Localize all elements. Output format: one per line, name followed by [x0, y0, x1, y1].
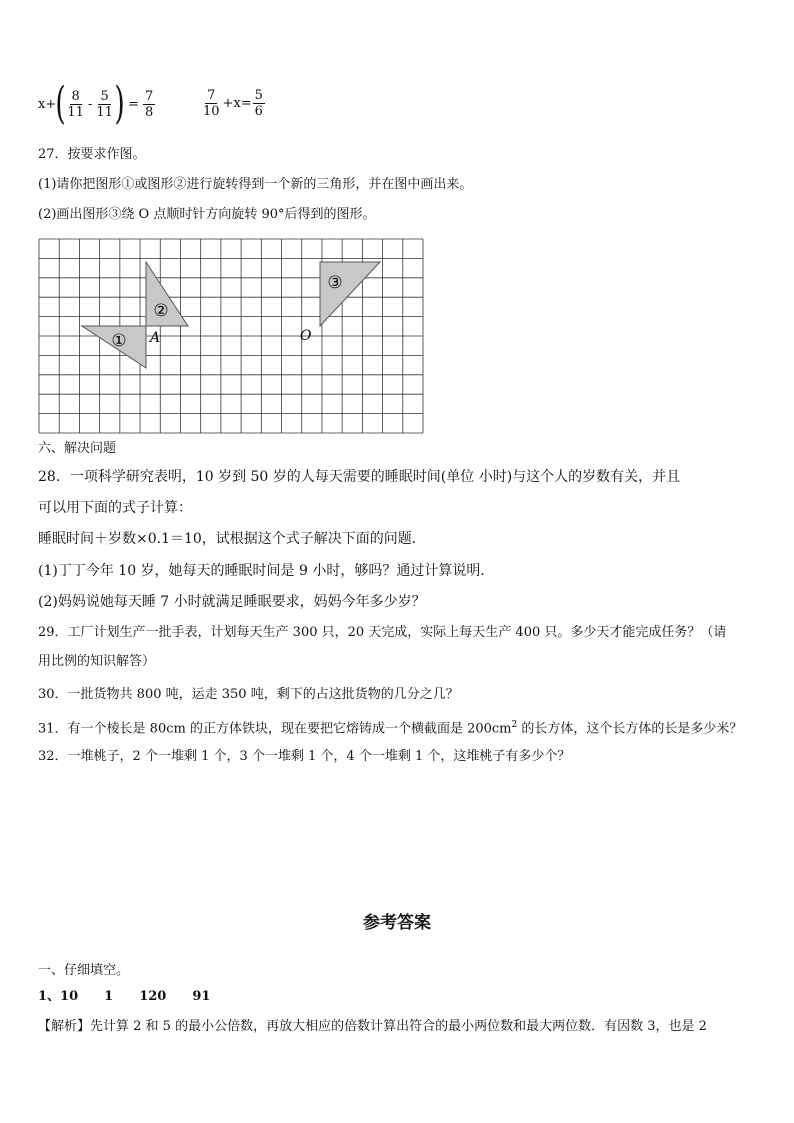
eq2-plus-x: +x=	[222, 96, 252, 111]
answers-section-1: 一、仔细填空。	[38, 963, 130, 978]
q27-grid-figure	[38, 238, 424, 434]
label-shape-2: ②	[153, 301, 169, 321]
eq1-minus: -	[87, 96, 93, 112]
eq1-frac2-num: 5	[100, 88, 109, 104]
eq2-result-den: 6	[254, 104, 263, 119]
eq1-frac2	[94, 89, 115, 120]
eq1-equals: =	[128, 96, 139, 112]
q32-text: 32．一堆桃子，2 个一堆剩 1 个，3 个一堆剩 1 个，4 个一堆剩 1 个，这堆桃子有多少个？	[38, 749, 571, 764]
label-shape-3: ③	[327, 273, 343, 293]
answers-title: 参考答案	[363, 913, 431, 933]
right-paren: )	[114, 78, 125, 129]
eq1-frac1-num: 8	[71, 88, 80, 104]
eq2-frac1-num: 7	[207, 88, 216, 103]
q28-line5: (2)妈妈说她每天睡 7 小时就满足睡眠要求，妈妈今年多少岁？	[38, 594, 426, 610]
eq1-frac2-den: 11	[96, 104, 113, 120]
q31-post: 的长方体，这个长方体的长是多少米？	[517, 721, 743, 737]
eq2-frac1	[201, 88, 222, 119]
left-paren: (	[55, 78, 66, 129]
eq1-result-den: 8	[144, 104, 154, 120]
q29-line1: 29．工厂计划生产一批手表，计划每天生产 300 只，20 天完成，实际上每天生产 400 只。多少天才能完成任务？（请	[38, 625, 727, 640]
eq2-result-num: 5	[254, 88, 263, 103]
equation-1	[38, 78, 155, 129]
q28-line2: 可以用下面的式子计算：	[38, 500, 192, 516]
q27-part2: (2)画出图形③绕 O 点顺时针方向旋转 90°后得到的图形。	[38, 207, 376, 222]
eq2-result	[253, 88, 265, 119]
eq2-frac1-den: 10	[203, 104, 220, 119]
label-point-O: O	[300, 328, 312, 344]
q31-pre: 31．有一个棱长是 80cm 的正方体铁块，现在要把它熔铸成一个横截面是 200cm	[38, 721, 512, 737]
answer-1-v2: 1	[104, 989, 114, 1004]
eq1-result-num: 7	[144, 88, 154, 104]
q27-part1: (1)请你把图形①或图形②进行旋转得到一个新的三角形，并在图中画出来。	[38, 177, 473, 192]
q31-superscript: 2	[511, 720, 518, 730]
answer-1-analysis: 【解析】先计算 2 和 5 的最小公倍数，再放大相应的倍数计算出符合的最小两位数和最大两位数．有因数 3，也是 2	[38, 1019, 707, 1034]
q31-text	[38, 716, 742, 738]
equation-2	[201, 88, 265, 119]
answer-1-label: 1、10	[38, 989, 79, 1004]
label-shape-1: ①	[111, 331, 127, 351]
answer-1	[38, 988, 210, 1006]
answer-1-v4: 91	[192, 989, 211, 1004]
q28-line1: 28．一项科学研究表明，10 岁到 50 岁的人每天需要的睡眠时间(单位 小时)与这个人的岁数有关，并且	[38, 469, 681, 485]
eq1-frac1-den: 11	[67, 104, 84, 120]
section-6-heading: 六、解决问题	[38, 441, 117, 456]
q28-line3: 睡眠时间＋岁数×0.1＝10，试根据这个式子解决下面的问题．	[38, 531, 426, 547]
q29-line2: 用比例的知识解答）	[38, 654, 156, 669]
label-point-A: A	[150, 330, 161, 346]
q30-text: 30．一批货物共 800 吨，运走 350 吨，剩下的占这批货物的几分之几？	[38, 687, 459, 702]
answer-1-v3: 120	[139, 989, 167, 1004]
q27-title: 27．按要求作图。	[38, 147, 146, 162]
eq1-frac1	[65, 89, 86, 120]
eq1-result	[143, 89, 155, 120]
eq1-x-plus: x+	[38, 96, 57, 112]
q28-line4: (1)丁丁今年 10 岁，她每天的睡眠时间是 9 小时，够吗？通过计算说明．	[38, 563, 495, 579]
